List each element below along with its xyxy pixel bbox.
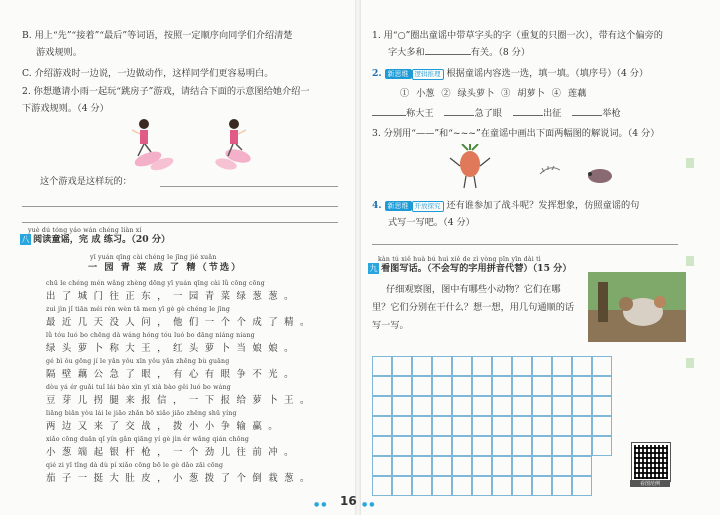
grid-cell[interactable]: [572, 396, 592, 416]
animals-scene-picture: [588, 272, 686, 342]
logic-badge: 逻辑推理: [412, 69, 444, 80]
grid-cell[interactable]: [412, 456, 432, 476]
grid-cell[interactable]: [432, 416, 452, 436]
grid-cell[interactable]: [572, 476, 592, 496]
grid-cell[interactable]: [492, 396, 512, 416]
section-9-title: 看图写话。（不会写的字用拼音代替）（15 分）: [381, 263, 572, 274]
grid-cell[interactable]: [572, 416, 592, 436]
r-question-4: 4. 新思维 开放探究 还有谁参加了战斗呢？发挥想象，仿照童谣的句: [372, 200, 640, 211]
section-8-heading: [20, 234, 170, 246]
qr-code[interactable]: [632, 443, 670, 481]
grid-cell[interactable]: [372, 416, 392, 436]
grid-cell[interactable]: [412, 376, 432, 396]
poem-line-7: 小葱端起银杆枪，一个劲儿往前冲。: [46, 447, 301, 458]
grid-cell[interactable]: [592, 396, 612, 416]
poem-line-7-pinyin: xiǎo cōng duān qǐ yín gǎn qiāng yí gè jìn ér wǎng qián chōng: [46, 436, 250, 443]
grid-cell[interactable]: [372, 476, 392, 496]
question-2-cont: 下游戏规则。（4 分）: [22, 103, 109, 114]
q1-prefix: 字大多和: [388, 47, 425, 58]
grid-cell[interactable]: [492, 356, 512, 376]
grid-cell[interactable]: [392, 356, 412, 376]
grid-cell[interactable]: [432, 396, 452, 416]
grid-cell[interactable]: [412, 416, 432, 436]
grid-cell[interactable]: [412, 356, 432, 376]
grid-cell[interactable]: [492, 436, 512, 456]
grid-cell[interactable]: [552, 376, 572, 396]
grid-cell[interactable]: [472, 456, 492, 476]
grid-cell[interactable]: [592, 436, 612, 456]
section-9-heading: [368, 263, 572, 275]
grid-cell[interactable]: [532, 356, 552, 376]
grid-cell[interactable]: [452, 436, 472, 456]
side-tab-2: [686, 256, 694, 266]
answer-prompt: 这个游戏是这样玩的：: [40, 176, 132, 187]
q2-text: 根据童谣内容选一选，填一填。（填序号）（4 分）: [446, 68, 649, 79]
grid-cell[interactable]: [512, 396, 532, 416]
grid-cell[interactable]: [492, 476, 512, 496]
grid-cell[interactable]: [512, 476, 532, 496]
new-thinking-badge-2: 新思维: [385, 201, 412, 211]
q1-blank[interactable]: [425, 54, 471, 55]
grid-cell[interactable]: [452, 396, 472, 416]
r-question-4-cont: 式写一写吧。（4 分）: [388, 217, 475, 228]
poem-line-6-pinyin: liǎng biān yòu lái le jiāo zhǎn bō xiǎo jiāo zhēng shū yíng: [46, 410, 237, 417]
grid-cell[interactable]: [392, 456, 412, 476]
r-question-3: 3. 分别用“——”和“~~~”在童谣中画出下面两幅图的解说词。（4 分）: [372, 128, 660, 139]
grid-cell[interactable]: [592, 376, 612, 396]
grid-cell[interactable]: [452, 416, 472, 436]
grid-cell[interactable]: [392, 476, 412, 496]
grid-cell[interactable]: [412, 396, 432, 416]
sprout-and-radish-figure: [540, 166, 612, 183]
poem-line-1: 出了城门往正东，一园青菜绿葱葱。: [46, 291, 301, 302]
poem-title: 一 园 青 菜 成 了 精（节选）: [88, 262, 243, 273]
side-tab-3: [686, 358, 694, 368]
grid-cell[interactable]: [432, 456, 452, 476]
grid-cell[interactable]: [472, 476, 492, 496]
radish-character-figure: [450, 144, 490, 188]
grid-cell[interactable]: [432, 436, 452, 456]
option-b-cont: 游戏规则。: [36, 47, 82, 58]
girl-left-figure: [132, 119, 175, 172]
poem-line-4: 隔壁藕公急了眼，有心有眼争不光。: [46, 369, 301, 380]
grid-cell[interactable]: [472, 396, 492, 416]
q1-suffix: 有关。（8 分）: [470, 47, 531, 58]
blank-a[interactable]: [372, 115, 406, 116]
grid-cell[interactable]: [552, 356, 572, 376]
grid-cell[interactable]: [552, 476, 572, 496]
q4-answer-line[interactable]: [372, 244, 678, 245]
grid-cell[interactable]: [532, 436, 552, 456]
grid-cell[interactable]: [552, 456, 572, 476]
grid-cell[interactable]: [572, 376, 592, 396]
new-thinking-badge: 新思维: [385, 69, 412, 79]
q3-illustrations: [440, 144, 640, 194]
grid-cell[interactable]: [412, 436, 432, 456]
r-question-1: 1. 用“○”圈出童谣中带草字头的字（重复的只圈一次），带有这个偏旁的: [372, 30, 663, 41]
fill-d-label: 举枪: [602, 108, 621, 119]
answer-line-1[interactable]: [160, 186, 338, 187]
hopscotch-illustration: [118, 112, 278, 172]
blank-b[interactable]: [444, 115, 474, 116]
grid-cell[interactable]: [412, 476, 432, 496]
option-c: C. 介绍游戏时一边说，一边做动作，这样同学们更容易明白。: [22, 68, 274, 79]
grid-cell[interactable]: [512, 416, 532, 436]
fill-c-label: 出征: [542, 108, 562, 119]
section-8-number: 八: [21, 235, 30, 244]
poem-line-2-pinyin: zuì jìn jǐ tiān méi rén wèn tā men yī gè gè chéng le jīng: [46, 306, 231, 313]
poem-line-5-pinyin: dòu yá ér guǎi tuǐ lái bào xìn yī xià bào gěi luó bo wáng: [46, 384, 231, 391]
grid-cell[interactable]: [552, 436, 572, 456]
grid-cell[interactable]: [472, 376, 492, 396]
grid-cell[interactable]: [392, 396, 412, 416]
poem-line-8-pinyin: qié zi yī tǐng dà dù pí xiǎo cōng bō le gè dǎo zāi cōng: [46, 462, 224, 469]
grid-cell[interactable]: [492, 376, 512, 396]
q2-fill-blanks: [372, 108, 621, 120]
section-8-title: 阅读童谣，完 成 练习。（20 分）: [33, 234, 171, 245]
poem-line-8: 茄子一挺大肚皮，小葱拨了个倒栽葱。: [46, 473, 316, 484]
grid-cell[interactable]: [392, 376, 412, 396]
option-b: B. 用上“先”“接着”“最后”等词语，按照一定顺序向同学们介绍清楚: [22, 30, 293, 41]
r-question-2: 2. 新思维 逻辑推理 根据童谣内容选一选，填一填。（填序号）（4 分）: [372, 68, 649, 79]
grid-cell[interactable]: [392, 416, 412, 436]
page-number: 16: [340, 494, 357, 508]
grid-cell[interactable]: [572, 436, 592, 456]
fill-b-label: 急了眼: [474, 108, 503, 119]
fill-a-label: 称大王: [406, 108, 434, 119]
grid-cell[interactable]: [452, 376, 472, 396]
grid-cell[interactable]: [572, 356, 592, 376]
blank-c[interactable]: [513, 115, 543, 116]
grid-cell[interactable]: [512, 456, 532, 476]
grid-cell[interactable]: [372, 396, 392, 416]
grid-cell[interactable]: [492, 456, 512, 476]
girl-right-figure: [214, 119, 252, 172]
poem-title-pinyin: yī yuán qīng cài chéng le jīng jié xuǎn: [90, 254, 217, 261]
poem-line-6: 两边又来了交战，拨小小争输赢。: [46, 421, 285, 432]
grid-cell[interactable]: [592, 356, 612, 376]
side-tab-1: [686, 158, 694, 168]
book-spine: [355, 0, 361, 515]
grid-cell[interactable]: [452, 356, 472, 376]
grid-cell[interactable]: [372, 376, 392, 396]
poem-line-1-pinyin: chū le chéng mén wǎng zhèng dōng yī yuán qīng cài lǜ cōng cōng: [46, 280, 265, 287]
poem-line-2: 最近几天没人问，他们一个个成了精。: [46, 317, 316, 328]
grid-cell[interactable]: [372, 456, 392, 476]
answer-line-3[interactable]: [22, 222, 338, 223]
grid-cell[interactable]: [472, 416, 492, 436]
question-2: 2. 你想邀请小雨一起玩“跳房子”游戏，请结合下面的示意图给她介绍一: [22, 86, 310, 97]
poem-line-4-pinyin: gé bì ǒu gōng jí le yǎn yǒu xīn yǒu yǎn zhēng bù guāng: [46, 358, 230, 365]
section-9-number: 九: [369, 264, 378, 273]
grid-cell[interactable]: [492, 416, 512, 436]
section-9-pinyin: kàn tú xiě huà bú huì xiě de zì yòng pīn yīn dài tì: [378, 256, 541, 263]
r-question-1-cont: [388, 47, 530, 59]
grid-cell[interactable]: [572, 456, 592, 476]
poem-line-3: 绿头萝卜称大王，红头萝卜当娘娘。: [46, 343, 301, 354]
grid-cell[interactable]: [432, 476, 452, 496]
poem-line-5: 豆芽儿拐腿来报信，一下报给萝卜王。: [46, 395, 316, 406]
grid-cell[interactable]: [512, 356, 532, 376]
grid-cell[interactable]: [552, 396, 572, 416]
section-9-line-2: 里？它们分别在干什么？想一想，用几句通顺的话: [372, 302, 575, 313]
grid-cell[interactable]: [432, 376, 452, 396]
grid-cell[interactable]: [532, 416, 552, 436]
grid-cell[interactable]: [532, 476, 552, 496]
grid-cell[interactable]: [592, 416, 612, 436]
grid-cell[interactable]: [452, 456, 472, 476]
grid-cell[interactable]: [372, 356, 392, 376]
grid-cell[interactable]: [472, 356, 492, 376]
q4-text: 还有谁参加了战斗呢？发挥想象，仿照童谣的句: [446, 200, 640, 211]
writing-grid[interactable]: [372, 354, 612, 496]
grid-cell[interactable]: [452, 476, 472, 496]
grid-cell[interactable]: [432, 356, 452, 376]
grid-cell[interactable]: [372, 436, 392, 456]
poem-line-3-pinyin: lǜ tóu luó bo chēng dà wáng hóng tóu luó bo dāng niáng niang: [46, 332, 255, 339]
blank-d[interactable]: [572, 115, 602, 116]
grid-cell[interactable]: [532, 396, 552, 416]
q2-options: ① 小葱 ② 绿头萝卜 ③ 胡萝卜 ④ 莲藕: [400, 88, 587, 99]
section-9-line-1: 仔细观察图，图中有哪些小动物？它们在哪: [386, 284, 561, 295]
section-9-line-3: 写一写。: [372, 320, 409, 331]
section-8-pinyin: yuè dú tóng yáo wán chéng liàn xí: [28, 227, 142, 234]
open-explore-badge: 开放探究: [412, 201, 444, 212]
page-deco-left: ●●: [314, 501, 329, 508]
grid-cell[interactable]: [512, 436, 532, 456]
page-deco-right: ●●: [362, 501, 377, 508]
grid-cell[interactable]: [532, 376, 552, 396]
qr-label: 看图范例: [630, 480, 670, 487]
grid-cell[interactable]: [512, 376, 532, 396]
grid-cell[interactable]: [552, 416, 572, 436]
answer-line-2[interactable]: [22, 206, 338, 207]
grid-cell[interactable]: [392, 436, 412, 456]
grid-cell[interactable]: [472, 436, 492, 456]
grid-cell[interactable]: [532, 456, 552, 476]
